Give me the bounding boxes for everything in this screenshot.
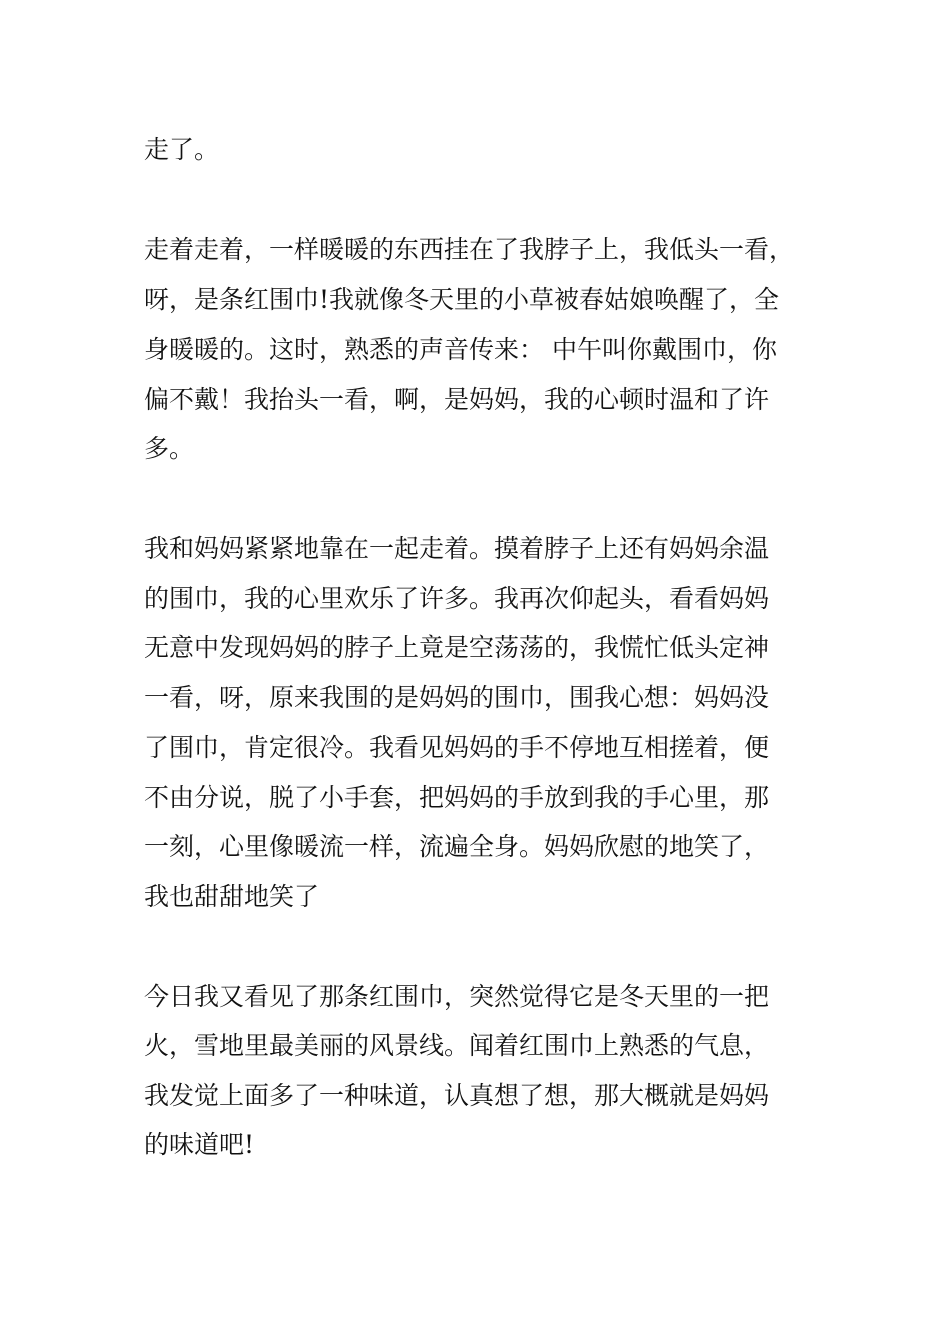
paragraph-3-line-4: 一看，呀，原来我围的是妈妈的围巾，围我心想：妈妈没 [144, 683, 770, 712]
paragraph-4-line-3: 我发觉上面多了一种味道，认真想了想，那大概就是妈妈 [144, 1081, 770, 1110]
paragraph-3-line-8: 我也甜甜地笑了 [144, 882, 320, 911]
paragraph-2-line-2: 呀，是条红围巾!我就像冬天里的小草被春姑娘唤醒了，全 [144, 285, 780, 314]
paragraph-4-line-1: 今日我又看见了那条红围巾，突然觉得它是冬天里的一把 [144, 982, 770, 1011]
paragraph-3-line-3: 无意中发现妈妈的脖子上竟是空荡荡的，我慌忙低头定神 [144, 633, 770, 662]
paragraph-3-line-2: 的围巾，我的心里欢乐了许多。我再次仰起头，看看妈妈 [144, 584, 770, 613]
paragraph-4-line-4: 的味道吧! [144, 1130, 255, 1159]
paragraph-3-line-5: 了围巾，肯定很冷。我看见妈妈的手不停地互相搓着，便 [144, 733, 770, 762]
paragraph-3-line-6: 不由分说，脱了小手套，把妈妈的手放到我的手心里，那 [144, 783, 770, 812]
paragraph-4-line-2: 火，雪地里最美丽的风景线。闻着红围巾上熟悉的气息， [144, 1031, 770, 1060]
paragraph-3-line-7: 一刻，心里像暖流一样，流遍全身。妈妈欣慰的地笑了， [144, 832, 770, 861]
paragraph-2-line-5: 多。 [144, 434, 195, 463]
paragraph-2-line-4: 偏不戴！我抬头一看，啊，是妈妈，我的心顿时温和了许 [144, 385, 770, 414]
paragraph-2-line-1: 走着走着，一样暖暖的东西挂在了我脖子上，我低头一看， [144, 235, 795, 264]
paragraph-2-line-3: 身暖暖的。这时，熟悉的声音传来： 中午叫你戴围巾，你 [144, 335, 777, 364]
paragraph-3-line-1: 我和妈妈紧紧地靠在一起走着。摸着脖子上还有妈妈余温 [144, 534, 770, 563]
paragraph-1-line-1: 走了。 [144, 135, 220, 164]
